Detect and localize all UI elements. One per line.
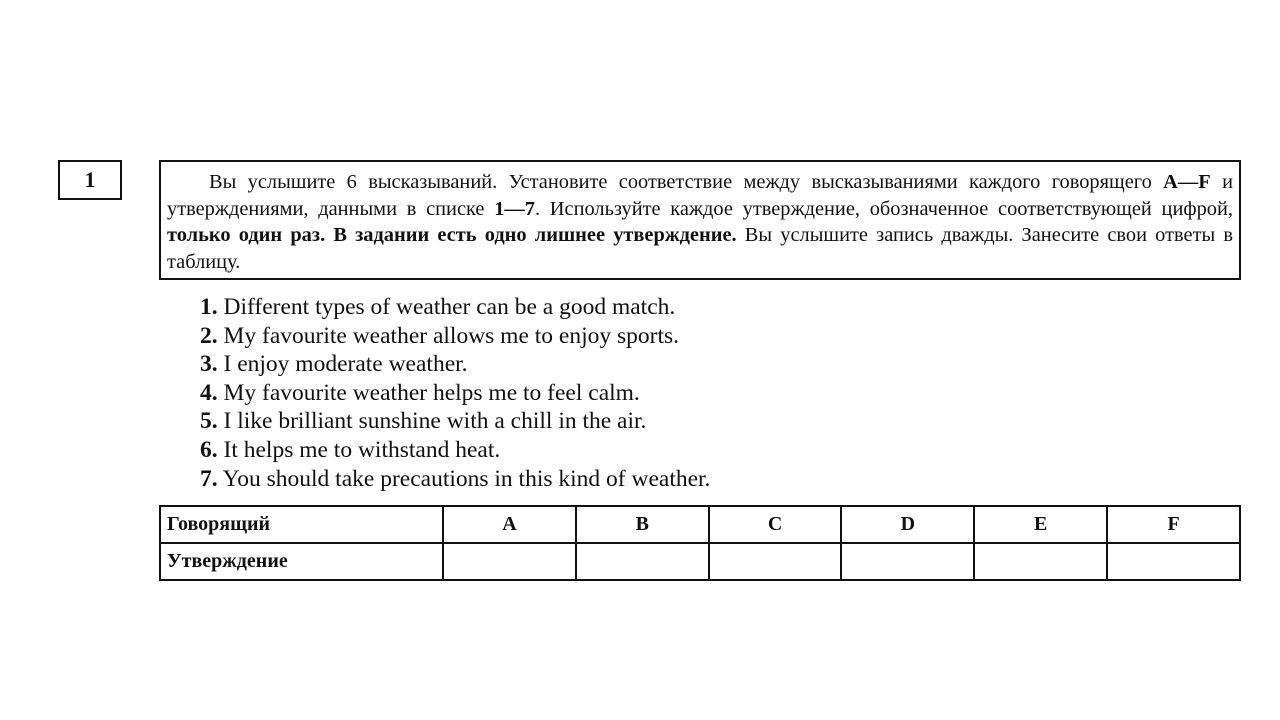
statement-text: My favourite weather helps me to feel calm. [223,379,640,406]
statement-item [200,322,1200,351]
speaker-letter-d: D [841,506,974,543]
speaker-letter-e: E [974,506,1107,543]
instructions-text-2: и утверждениями, данными в списке [167,171,1233,220]
speaker-letter-a: A [443,506,576,543]
statement-number: 7. [200,465,218,492]
statement-item [200,350,1200,379]
instructions-text-1: Вы услышите 6 высказываний. Установите соответствие между высказываниями каждого говорящего [209,171,1164,193]
speaker-header: Говорящий [160,506,443,543]
speaker-letter-f: F [1107,506,1240,543]
task-number: 1 [84,167,96,192]
statement-item [200,379,1200,408]
statement-number: 6. [200,436,218,463]
answer-cell-f[interactable] [1107,543,1240,580]
statement-text: You should take precautions in this kind of weather. [222,465,711,492]
answer-table [159,505,1241,581]
answer-cell-c[interactable] [709,543,842,580]
statement-item [200,465,1200,494]
statement-header: Утверждение [160,543,443,580]
speaker-letter-c: C [709,506,842,543]
answer-cell-e[interactable] [974,543,1107,580]
statement-text: I like brilliant sunshine with a chill in the air. [223,408,647,435]
answer-cell-b[interactable] [576,543,709,580]
statement-text: I enjoy moderate weather. [223,351,468,378]
instructions-bold-range: 1—7 [494,197,535,220]
statement-number: 3. [200,351,218,378]
instructions-text-3: . Используйте каждое утверждение, обозначенное соответствующей цифрой, [534,197,1233,220]
statement-number: 4. [200,379,218,406]
statement-row [160,543,1240,580]
statement-text: Different types of weather can be a good match. [223,294,676,320]
statement-text: It helps me to withstand heat. [223,436,501,463]
statement-number: 2. [200,322,218,349]
statement-item [200,293,1200,322]
instructions-text-4: Вы услышите запись дважды. Занесите свои ответы в таблицу. [167,224,1233,273]
statements-list [200,293,1200,493]
instructions-bold-rule: только один раз. В задании есть одно лишнее утверждение. [167,224,737,246]
speaker-row [160,506,1240,543]
speaker-letter-b: B [576,506,709,543]
task-number-box [58,160,122,200]
instructions-bold-speakers: A—F [1163,171,1211,193]
statement-item [200,436,1200,465]
statement-item [200,407,1200,436]
statement-number: 5. [200,408,218,435]
statement-text: My favourite weather allows me to enjoy sports. [223,322,680,349]
answer-cell-a[interactable] [443,543,576,580]
answer-cell-d[interactable] [841,543,974,580]
statement-number: 1. [200,294,218,320]
instructions-box [159,160,1241,280]
